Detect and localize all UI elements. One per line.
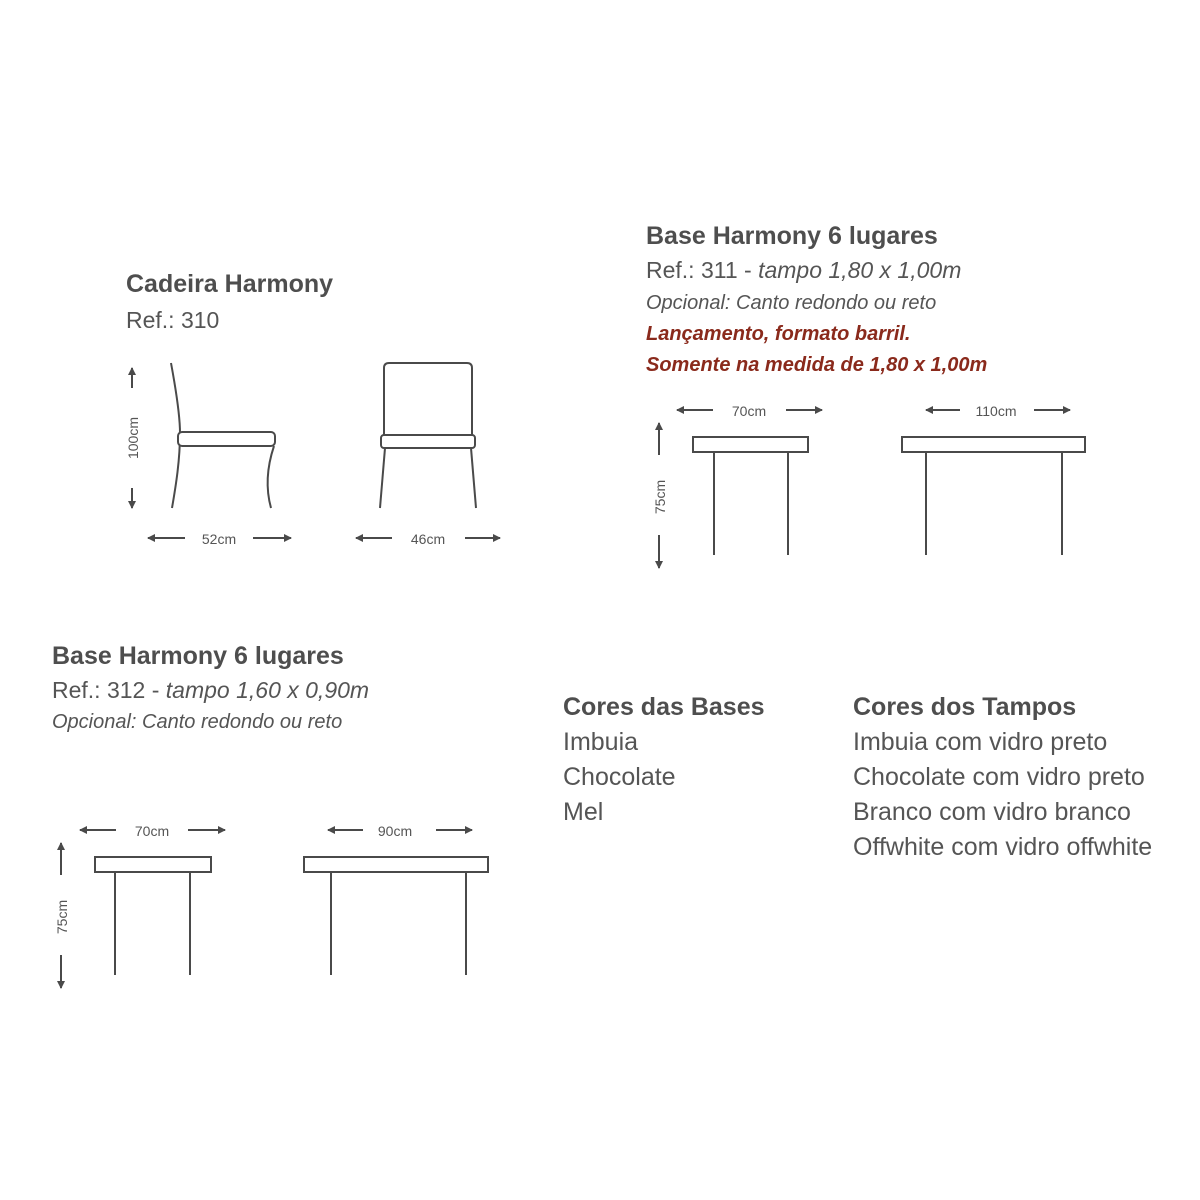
table-311-size-note: Somente na medida de 1,80 x 1,00m (646, 354, 988, 376)
top-color-item: Imbuia com vidro preto (853, 728, 1108, 756)
base-color-item: Mel (563, 798, 604, 826)
table-311-side-small (693, 437, 808, 555)
table-312-height-label: 75cm (54, 899, 70, 935)
table-312-top-size: tampo 1,60 x 0,90m (165, 677, 370, 703)
chair-side-view (171, 363, 275, 508)
table-312-side-large (304, 857, 488, 975)
table-311-launch-note: Lançamento, formato barril. (646, 323, 911, 345)
table-312-small-label: 70cm (134, 823, 170, 839)
table-312-large-label: 90cm (377, 823, 413, 839)
chair-front-view (380, 363, 476, 508)
top-color-item: Chocolate com vidro preto (853, 763, 1145, 791)
table-311-side-large (902, 437, 1085, 555)
table-312-title: Base Harmony 6 lugares (52, 642, 344, 670)
chair-title: Cadeira Harmony (126, 270, 334, 298)
chair-ref: Ref.: 310 (126, 307, 220, 333)
top-color-item: Offwhite com vidro offwhite (853, 833, 1153, 861)
table-311-large-label: 110cm (975, 403, 1017, 419)
top-color-item: Branco com vidro branco (853, 798, 1131, 826)
table-311-ref-number: Ref.: 311 - (646, 257, 759, 283)
table-311-title: Base Harmony 6 lugares (646, 222, 938, 250)
chair-depth-label: 52cm (201, 531, 237, 547)
chair-height-label: 100cm (125, 416, 141, 460)
table-312-optional: Opcional: Canto redondo ou reto (52, 711, 343, 733)
table-311-top-size: tampo 1,80 x 1,00m (758, 257, 962, 283)
table-312-side-small (95, 857, 211, 975)
table-311-optional: Opcional: Canto redondo ou reto (646, 292, 937, 314)
table-311-small-label: 70cm (731, 403, 767, 419)
table-311-height-label: 75cm (652, 479, 668, 515)
base-color-item: Imbuia (563, 728, 639, 756)
base-color-item: Chocolate (563, 763, 676, 791)
chair-width-label: 46cm (410, 531, 446, 547)
table-312-ref-number: Ref.: 312 - (52, 677, 166, 703)
base-colors-title: Cores das Bases (563, 693, 765, 721)
top-colors-title: Cores dos Tampos (853, 693, 1077, 721)
